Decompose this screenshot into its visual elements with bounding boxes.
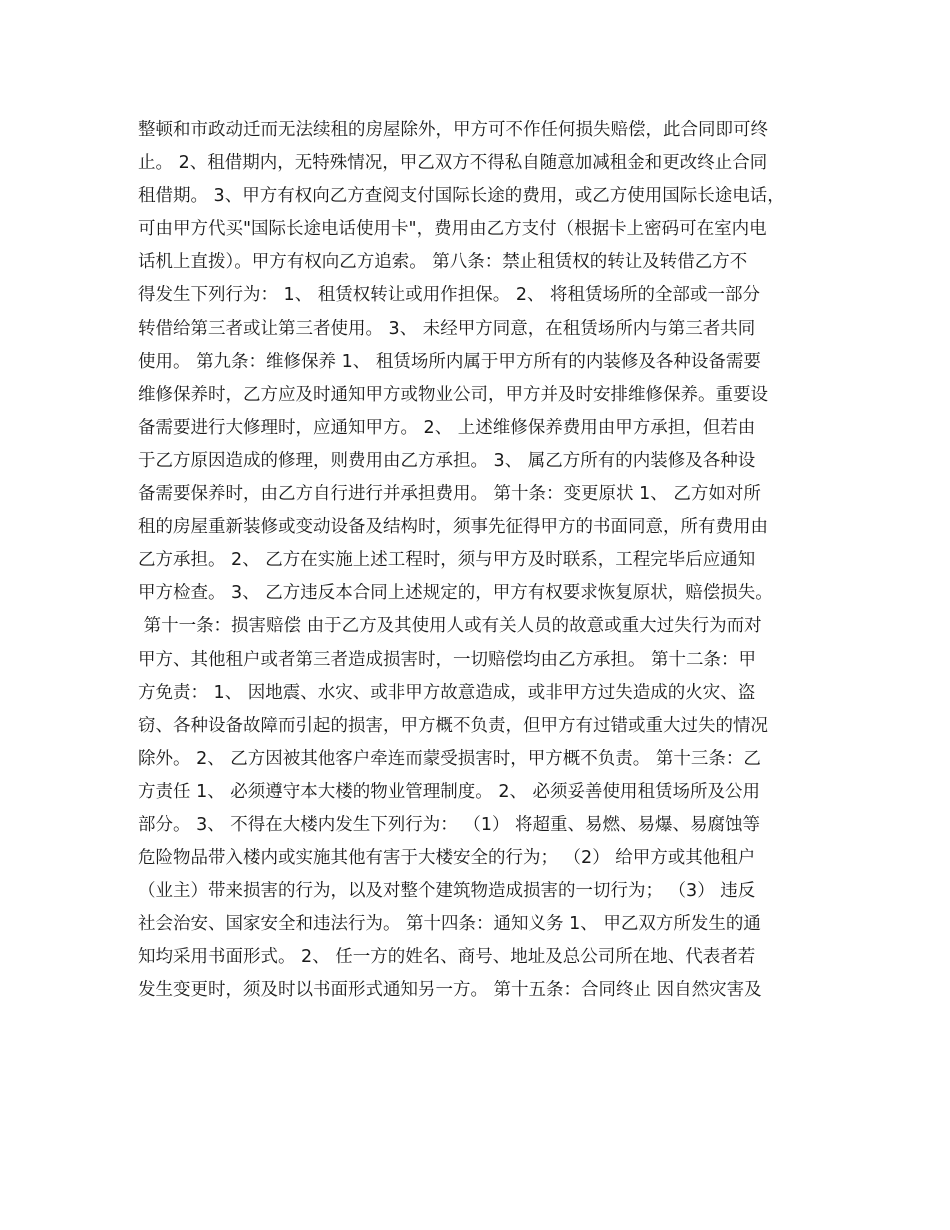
text-line: 除外。 2、 乙方因被其他客户牵连而蒙受损害时，甲方概不负责。 第十三条：乙 [138, 748, 761, 769]
text-line: 方责任 1、 必须遵守本大楼的物业管理制度。 2、 必须妥善使用租赁场所及公用 [138, 781, 761, 802]
text-line: 危险物品带入楼内或实施其他有害于大楼安全的行为； （2） 给甲方或其他租户 [138, 848, 756, 869]
text-line: 甲方、其他租户或者第三者造成损害时，一切赔偿均由乙方承担。 第十二条：甲 [138, 649, 757, 670]
text-line: 备需要进行大修理时，应通知甲方。 2、 上述维修保养费用由甲方承担，但若由 [138, 417, 756, 438]
text-line: 知均采用书面形式。 2、 任一方的姓名、商号、地址及总公司所在地、代表者若 [138, 947, 756, 968]
text-line: 得发生下列行为： 1、 租赁权转让或用作担保。 2、 将租赁场所的全部或一部分 [138, 285, 761, 306]
text-line: 备需要保养时，由乙方自行进行并承担费用。 第十条：变更原状 1、 乙方如对所 [138, 484, 761, 505]
text-line: 部分。 3、 不得在大楼内发生下列行为： （1） 将超重、易燃、易爆、易腐蚀等 [138, 814, 761, 835]
text-line: 社会治安、国家安全和违法行为。 第十四条：通知义务 1、 甲乙双方所发生的通 [138, 914, 761, 935]
text-line: 租借期。 3、甲方有权向乙方查阅支付国际长途的费用，或乙方使用国际长途电话， [138, 186, 785, 207]
text-line: 第十一条：损害赔偿 由于乙方及其使用人或有关人员的故意或重大过失行为而对 [138, 616, 762, 637]
text-line: 维修保养时，乙方应及时通知甲方或物业公司，甲方并及时安排维修保养。重要设 [138, 384, 768, 405]
text-line: 甲方检查。 3、 乙方违反本合同上述规定的，甲方有权要求恢复原状，赔偿损失。 [138, 583, 773, 604]
text-line: 止。 2、租借期内，无特殊情况，甲乙双方不得私自随意加减租金和更改终止合同 [138, 153, 768, 174]
text-line: 整顿和市政动迁而无法续租的房屋除外，甲方可不作任何损失赔偿，此合同即可终 [138, 120, 768, 140]
text-line: 发生变更时，须及时以书面形式通知另一方。 第十五条：合同终止 因自然灾害及 [138, 980, 762, 1001]
contract-body-text [138, 114, 828, 1008]
text-line: 话机上直拨）。甲方有权向乙方追索。 第八条：禁止租赁权的转让及转借乙方不 [138, 252, 748, 273]
text-line: 转借给第三者或让第三者使用。 3、 未经甲方同意，在租赁场所内与第三者共同 [138, 318, 756, 339]
text-line: 使用。 第九条：维修保养 1、 租赁场所内属于甲方所有的内装修及各种设备需要 [138, 351, 761, 372]
text-line: 窃、各种设备故障而引起的损害，甲方概不负责，但甲方有过错或重大过失的情况 [138, 715, 768, 736]
text-line: 租的房屋重新装修或变动设备及结构时，须事先征得甲方的书面同意，所有费用由 [138, 517, 768, 538]
text-line: （业主）带来损害的行为，以及对整个建筑物造成损害的一切行为； （3） 违反 [138, 881, 756, 902]
text-line: 方免责： 1、 因地震、水灾、或非甲方故意造成，或非甲方过失造成的火灾、盗 [138, 682, 756, 703]
text-line: 可由甲方代买"国际长途电话使用卡"，费用由乙方支付（根据卡上密码可在室内电 [138, 219, 767, 240]
text-line: 乙方承担。 2、 乙方在实施上述工程时，须与甲方及时联系，工程完毕后应通知 [138, 550, 756, 571]
text-line: 于乙方原因造成的修理，则费用由乙方承担。 3、 属乙方所有的内装修及各种设 [138, 450, 756, 471]
